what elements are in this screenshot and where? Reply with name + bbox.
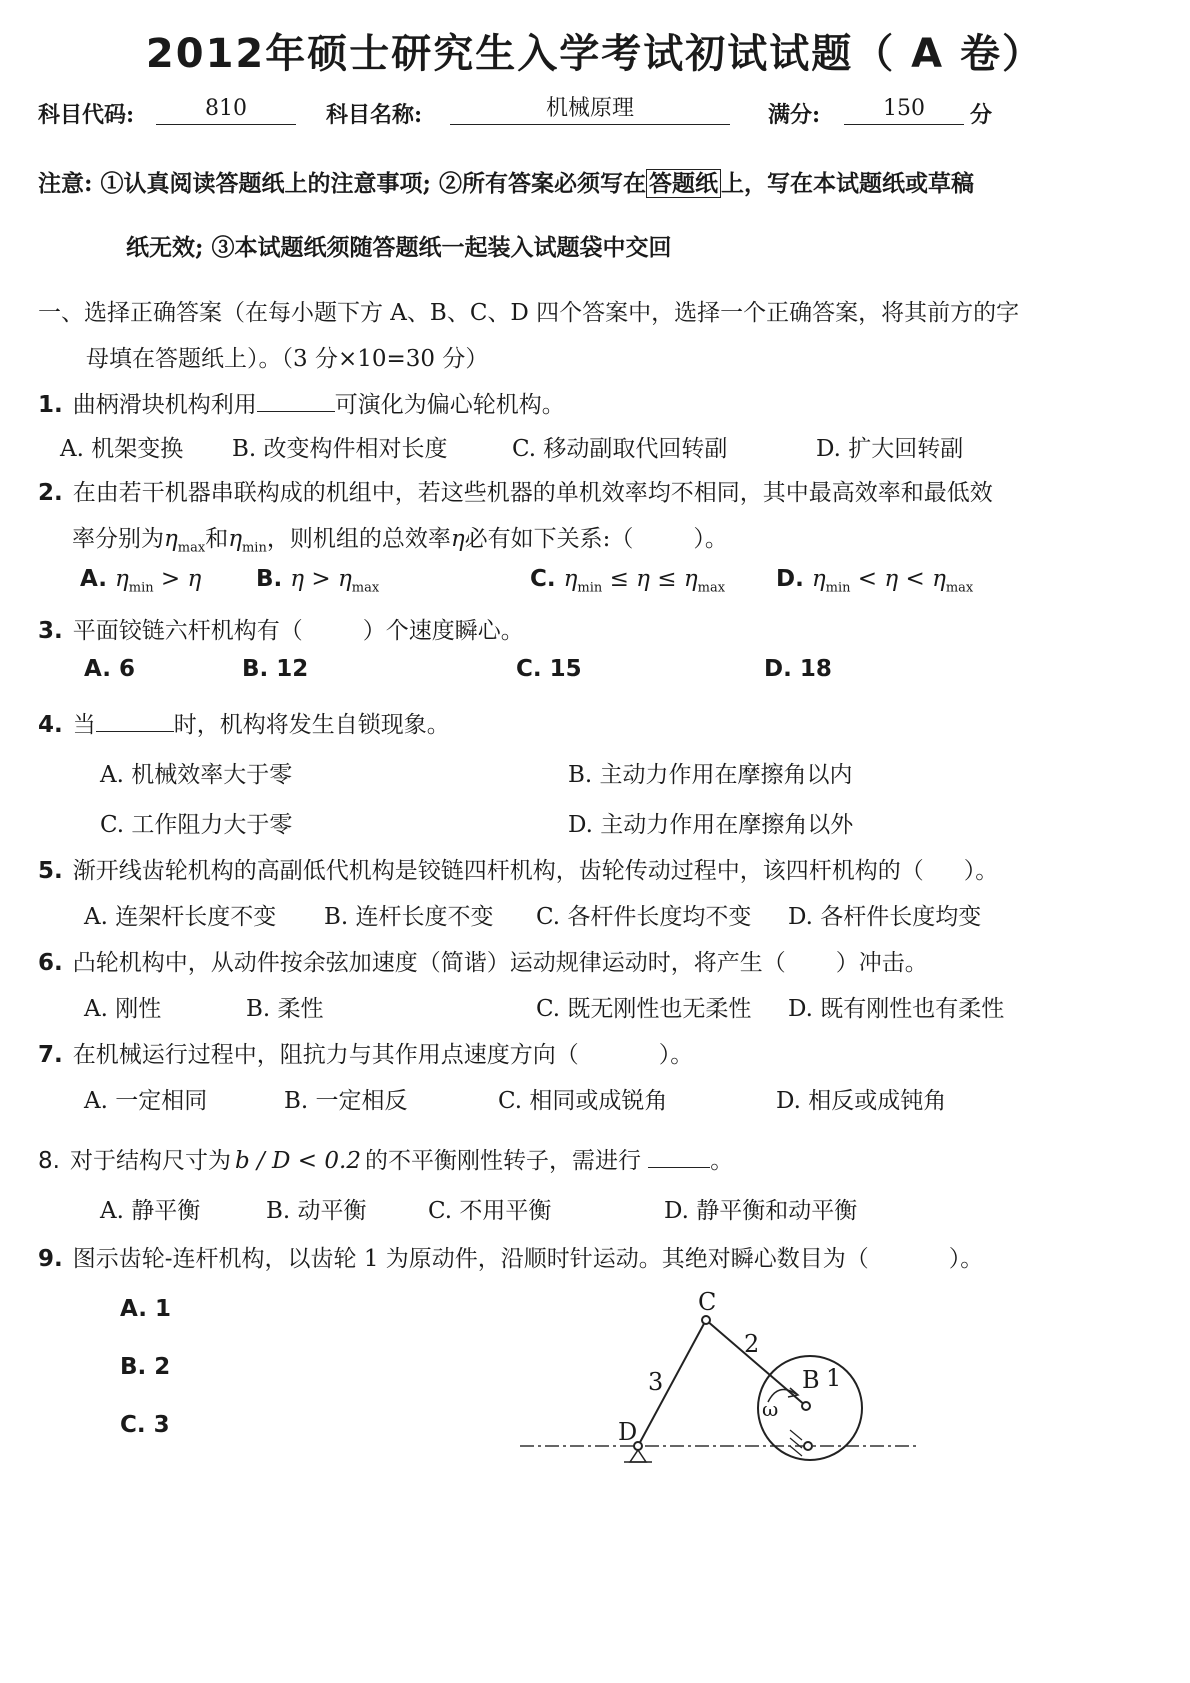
eta-symbol: η [290, 566, 305, 592]
notice-prefix: 注意: ①认真阅读答题纸上的注意事项; ②所有答案必须写在 [38, 170, 646, 197]
score-unit: 分 [970, 102, 993, 128]
label-link-2: 2 [744, 1330, 760, 1358]
label-omega: ω [762, 1397, 779, 1421]
eta-symbol: η [450, 526, 465, 552]
question-number: 5. [38, 858, 63, 884]
question-text: 渐开线齿轮机构的高副低代机构是铰链四杆机构，齿轮传动过程中，该四杆机构的（ [72, 858, 924, 884]
question-text: ）。 [963, 858, 999, 884]
option-key: C. [530, 566, 556, 592]
notice-line-1 [38, 152, 1158, 216]
question-number: 9. [38, 1246, 63, 1272]
subscript-max: max [697, 580, 726, 596]
q3-option-b: B. 12 [242, 656, 309, 682]
question-number: 7. [38, 1042, 63, 1068]
subscript-min: min [241, 540, 267, 556]
answer-blank [96, 709, 174, 732]
label-b: B [802, 1366, 820, 1394]
ground-hatch [790, 1446, 802, 1456]
subscript-max: max [945, 580, 974, 596]
question-text: 平面铰链六杆机构有（ [72, 618, 303, 644]
question-2-line-2 [72, 520, 1190, 556]
question-number: 3. [38, 618, 63, 644]
score-value: 150 [844, 94, 964, 125]
eta-symbol: η [811, 566, 826, 592]
eta-symbol: η [164, 526, 178, 552]
subscript-min: min [825, 580, 851, 596]
q2-option-a: A. $\eta_{min} > \eta$ [80, 566, 202, 596]
question-9 [38, 1240, 1158, 1273]
joint-b [802, 1402, 810, 1410]
q1-option-d: D. 扩大回转副 [816, 436, 964, 462]
question-text: ）冲击。 [835, 950, 928, 976]
question-text: 的不平衡刚性转子，需进行 [364, 1148, 641, 1174]
subscript-min: min [128, 580, 154, 596]
subscript-max: max [351, 580, 380, 596]
q1-option-c: C. 移动副取代回转副 [512, 436, 728, 462]
question-text: 图示齿轮-连杆机构，以齿轮 1 为原动件，沿顺时针运动。其绝对瞬心数目为（ [72, 1246, 869, 1272]
subject-name-label: 科目名称: [326, 102, 423, 128]
eta-symbol: η [683, 566, 698, 592]
question-6 [38, 944, 1158, 977]
question-text: 必有如下关系:（ [464, 526, 634, 552]
ground-hatch [790, 1430, 802, 1440]
question-3 [38, 612, 1158, 645]
section-one-heading [38, 290, 1158, 382]
eta-symbol: η [114, 566, 129, 592]
q4-option-b: B. 主动力作用在摩擦角以内 [568, 762, 853, 788]
eta-symbol: η [932, 566, 946, 592]
label-d: D [618, 1418, 638, 1446]
question-1 [38, 386, 1158, 419]
question-number: 4. [38, 712, 63, 738]
q3-option-a: A. 6 [84, 656, 135, 682]
mechanism-figure [520, 1282, 940, 1482]
formula-b-over-d: b / D < 0.2 [234, 1148, 361, 1174]
q5-option-c: C. 各杆件长度均不变 [536, 904, 752, 930]
q8-option-d: D. 静平衡和动平衡 [664, 1198, 858, 1224]
question-number: 1. [38, 392, 63, 418]
subscript-max: max [177, 540, 206, 556]
label-c: C [698, 1288, 717, 1316]
option-key: A. [80, 566, 107, 592]
section-heading-line-2: 母填在答题纸上）。（3 分×10=30 分） [86, 346, 489, 372]
question-2 [38, 474, 1158, 507]
q5-option-a: A. 连架杆长度不变 [84, 904, 277, 930]
notice-suffix: 上，写在本试题纸或草稿 [721, 170, 974, 197]
q3-option-d: D. 18 [764, 656, 832, 682]
q9-option-a: A. 1 [120, 1296, 171, 1322]
exam-notice [38, 152, 1158, 280]
question-text: 率分别为 [72, 526, 164, 552]
q4-option-d: D. 主动力作用在摩擦角以外 [568, 812, 854, 838]
subject-code-label: 科目代码: [38, 102, 135, 128]
q6-option-b: B. 柔性 [246, 996, 324, 1022]
q1-option-b: B. 改变构件相对长度 [232, 436, 448, 462]
q2-option-d: D. $\eta_{min} < \eta < \eta_{max}$ [776, 566, 974, 596]
eta-symbol: η [187, 566, 202, 592]
q1-option-a: A. 机架变换 [60, 436, 184, 462]
q3-option-c: C. 15 [516, 656, 582, 682]
question-5 [38, 852, 1158, 885]
question-number: 2. [38, 480, 63, 506]
option-key: B. [256, 566, 283, 592]
question-number: 8. [38, 1148, 60, 1174]
q6-option-a: A. 刚性 [84, 996, 162, 1022]
label-link-3: 3 [648, 1368, 664, 1396]
question-text: 当 [72, 712, 96, 738]
q8-option-c: C. 不用平衡 [428, 1198, 552, 1224]
q6-option-c: C. 既无刚性也无柔性 [536, 996, 752, 1022]
question-text: ）个速度瞬心。 [362, 618, 524, 644]
question-text: 时，机构将发生自锁现象。 [173, 712, 450, 738]
eta-symbol: η [636, 566, 650, 592]
q7-option-a: A. 一定相同 [84, 1088, 208, 1114]
notice-boxed-word: 答题纸 [646, 169, 721, 198]
q4-option-a: A. 机械效率大于零 [100, 762, 293, 788]
q4-option-c: C. 工作阻力大于零 [100, 812, 293, 838]
exam-title: 2012年硕士研究生入学考试初试试题（ A 卷） [145, 31, 1045, 77]
q2-option-c: C. $\eta_{min} \le \eta \le \eta_{max}$ [530, 566, 726, 596]
question-text: 凸轮机构中，从动件按余弦加速度（简谐）运动规律运动时，将产生（ [72, 950, 786, 976]
ground-support-d [630, 1450, 646, 1462]
joint-c [702, 1316, 710, 1324]
question-number: 6. [38, 950, 63, 976]
q5-option-d: D. 各杆件长度均变 [788, 904, 982, 930]
q6-option-d: D. 既有刚性也有柔性 [788, 996, 1005, 1022]
answer-blank [648, 1145, 710, 1168]
eta-symbol: η [337, 566, 352, 592]
q9-option-b: B. 2 [120, 1354, 171, 1380]
option-key: D. [776, 566, 804, 592]
q8-option-b: B. 动平衡 [266, 1198, 367, 1224]
q2-option-b: B. $\eta > \eta_{max}$ [256, 566, 380, 596]
question-text: 曲柄滑块机构利用 [72, 392, 257, 418]
q8-option-a: A. 静平衡 [100, 1198, 201, 1224]
question-text: 和 [205, 526, 229, 552]
question-text: 可演化为偏心轮机构。 [334, 392, 565, 418]
subscript-min: min [577, 580, 603, 596]
question-text: 对于结构尺寸为 [69, 1148, 231, 1174]
q7-option-b: B. 一定相反 [284, 1088, 408, 1114]
q7-option-d: D. 相反或成钝角 [776, 1088, 947, 1114]
q5-option-b: B. 连杆长度不变 [324, 904, 494, 930]
question-4 [38, 706, 1158, 739]
eta-symbol: η [884, 566, 899, 592]
question-text: ）。 [658, 1042, 694, 1068]
q9-option-c: C. 3 [120, 1412, 170, 1438]
label-gear-1: 1 [826, 1364, 842, 1392]
question-text: ，则机组的总效率 [266, 526, 451, 552]
question-8 [38, 1142, 1158, 1175]
gear-linkage-diagram [520, 1282, 940, 1482]
question-text: ）。 [948, 1246, 984, 1272]
notice-line-2: 纸无效; ③本试题纸须随答题纸一起装入试题袋中交回 [126, 234, 672, 261]
question-text: ）。 [693, 526, 728, 552]
exam-meta-row [38, 92, 1158, 132]
subject-name-value: 机械原理 [450, 94, 730, 125]
question-7 [38, 1036, 1158, 1069]
eta-symbol: η [563, 566, 578, 592]
eta-symbol: η [228, 526, 242, 552]
score-label: 满分: [768, 102, 821, 128]
question-text: 在由若干机器串联构成的机组中，若这些机器的单机效率均不相同，其中最高效率和最低效 [72, 480, 993, 506]
gear-pivot [804, 1442, 812, 1450]
q7-option-c: C. 相同或成锐角 [498, 1088, 668, 1114]
section-heading-line-1: 一、选择正确答案（在每小题下方 A、B、C、D 四个答案中，选择一个正确答案，将其前方的字 [38, 300, 1020, 326]
answer-blank [257, 389, 335, 412]
question-text: 在机械运行过程中，阻抗力与其作用点速度方向（ [72, 1042, 579, 1068]
question-text: 。 [710, 1148, 734, 1174]
subject-code-value: 810 [156, 94, 296, 125]
